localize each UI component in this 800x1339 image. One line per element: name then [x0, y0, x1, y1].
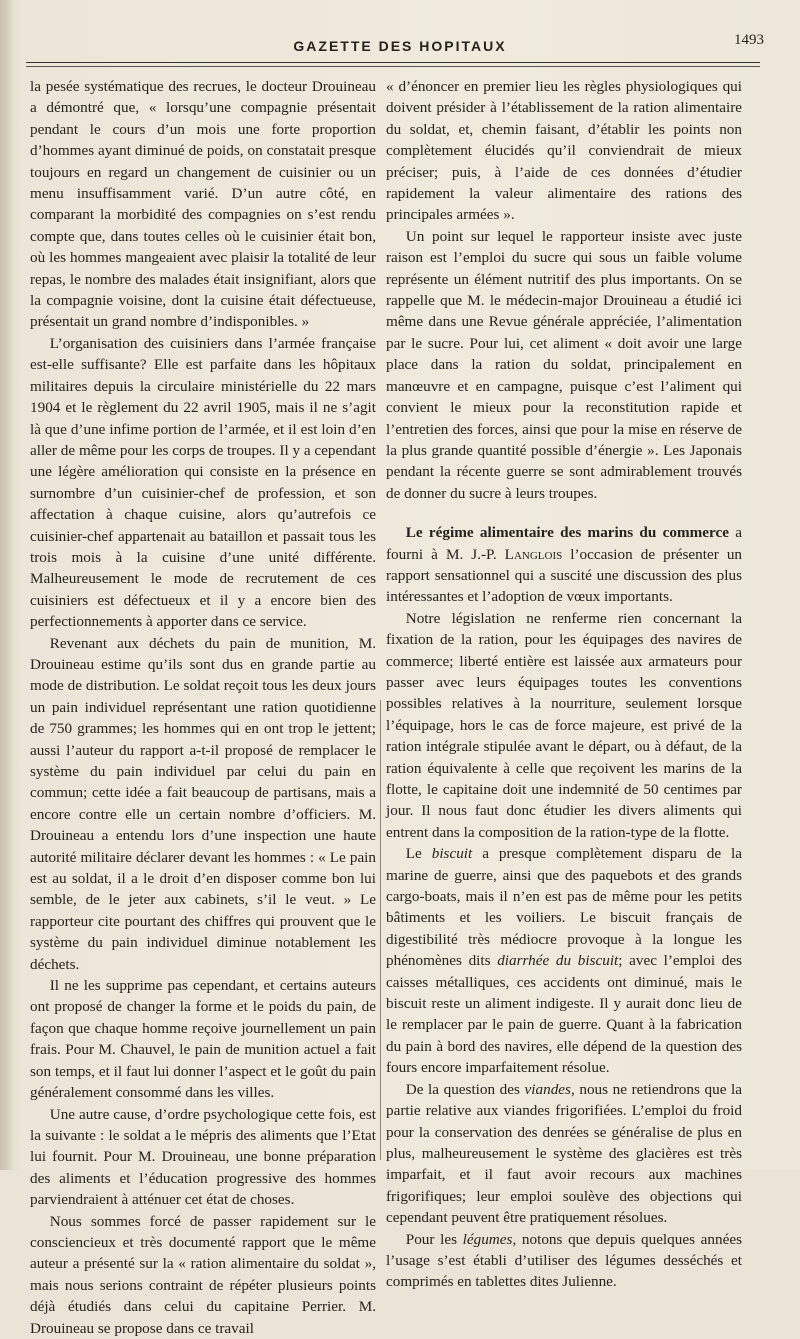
column-divider [380, 700, 381, 1160]
emphasis: diarrhée du biscuit [497, 952, 619, 970]
paragraph-legumes [386, 1229, 742, 1293]
text-run: , notons que depuis quelques années l’usage s’est établi d’utiliser des légumes desséchés et comprimés en tablettes dites Julienne. [386, 1230, 742, 1291]
journal-title: GAZETTE DES HOPITAUX [293, 38, 507, 54]
header-rule-thin [26, 66, 760, 67]
text-run: De la question des [405, 1080, 525, 1098]
emphasis: viandes [524, 1080, 571, 1098]
paragraph-marins-commerce [386, 522, 742, 608]
paragraph-biscuit [386, 843, 742, 1078]
emphasis: biscuit [431, 845, 473, 863]
text-run: a fourni à M. J.-P. [386, 524, 742, 563]
header-rule [26, 62, 760, 63]
emphasis: légumes [462, 1230, 513, 1248]
right-column [386, 76, 742, 1293]
paragraph: Un point sur lequel le rapporteur insiste avec juste raison est l’emploi du sucre qui sous un faible volume représente un élément nutritif des plus importants. On se rappelle que M. le médecin-major Drouineau a étudié ici même dans une Revue générale appréciée, l’alimentation par le sucre. Pour lui, cet aliment « doit avoir une large place dans la ration du soldat, principalement en manœuvre et en campagne, puisque c’est l’aliment qui convient le mieux pour la reconstitution rapide et l’entretien des forces, ainsi que pour la mise en réserve de la plus grande quantité possible d’énergie ». Les Japonais pendant la récente guerre se sont admirablement trouvés de donner du sucre à leurs troupes. [386, 227, 742, 502]
text-run: , nous ne retiendrons que la partie relative aux viandes frigorifiées. L’emploi du froid pour la conservation des denrées se généralise de plus en plus, malheureusement le système des glacières est très imparfait, et il faut avoir recours aux machines frigorifiques; leur emploi soulève des objections qui cependant peuvent être pratiquement résolues. [386, 1080, 742, 1227]
paragraph: Il ne les supprime pas cependant, et certains auteurs ont proposé de changer la forme et le poids du pain, de façon que chaque homme reçoive journellement un pain frais. Pour M. Chauvel, le pain de munition actuel a fait son temps, et il faut lui donner l’aspect et le goût du pain généralement consommé dans les villes. [30, 977, 376, 1102]
text-run: ; avec l’emploi des caisses métalliques, ces accidents ont diminué, mais le biscuit reste un aliment indigeste. Il y aurait donc lieu de le remplacer par le pain de guerre. Quant à la fabrication du pain à bord des navires, elle dépend de la question des fours encore imparfaitement résolue. [386, 952, 743, 1077]
page-header [0, 32, 800, 62]
paragraph: la pesée systématique des recrues, le docteur Drouineau a démontré que, « lorsqu’une compagnie présentait pendant le cours d’un mois une forte proportion d’hommes ayant diminué de poids, on constatait presque toujours en regard un changement de cuisinier ou un menu insuffisamment varié. D’un autre côté, en comparant la morbidité des compagnies on s’est rendu compte que, dans toutes celles où le cuisinier était bon, où les hommes mangeaient avec plaisir la totalité de leur repas, le nombre des malades était insignifiant, alors que la compagnie voisine, dont la cuisine était défectueuse, présentait un grand nombre d’indisponibles. » [30, 78, 376, 331]
paragraph: Revenant aux déchets du pain de munition, M. Drouineau estime qu’ils sont dus en grande partie au mode de distribution. Le soldat reçoit tous les deux jours un pain individuel représentant une ration quotidienne de 750 grammes; les hommes qui en ont trop le jettent; aussi l’auteur du rapport a-t-il proposé de remplacer le système du pain individuel par celui du pain en commun; cette idée a fait beaucoup de partisans, mais a encore contre elle un certain nombre d’officiers. M. Drouineau a entendu lors d’une inspection une haute autorité militaire déclarer devant les hommes : « Le pain est au soldat, il a le droit d’en disposer comme bon lui semble, de le jeter aux cabinets, s’il le veut. » Le rapporteur cite pourtant des chiffres qui prouvent que le système du pain individuel diminue notablement les déchets. [30, 634, 376, 973]
text-run: Le [405, 845, 432, 863]
paragraph-viandes [386, 1079, 742, 1229]
paragraph: L’organisation des cuisiniers dans l’armée française est-elle suffisante? Elle est parfaite dans les hôpitaux militaires depuis la circulaire ministérielle du 22 mars 1904 et le règlement du 22 avril 1905, mais il ne s’agit là que d’une infime portion de l’armée, et il est loin d’en aller de même pour les corps de troupes. Il y a cependant une légère amélioration qui consiste en la présence en surnombre d’un cuisinier-chef de profession, et son affectation à chaque cuisine, alors qu’autrefois ce cuisinier-chef appartenait au bataillon et passait tous les trois mois à la cuisine d’une unité différente. Malheureusement le mode de recrutement de ces cuisiniers est défectueux et il y a encore bien des perfectionnements à apporter dans ce service. [30, 334, 376, 631]
text-run: a presque complètement disparu de la marine de guerre, ainsi que des paquebots et des grands cargo-boats, mais il n’en est pas de même pour les petits bâtiments et les voiliers. Le biscuit français de digestibilité très médiocre provoque à la longue les phénomènes dits [386, 845, 742, 970]
text-run: l’occasion de présenter un rapport sensationnel qui a suscité une discussion des plus intéressantes et l’adoption de vœux importants. [386, 545, 743, 606]
paragraph: Une autre cause, d’ordre psychologique cette fois, est la suivante : le soldat a le mépris des aliments que l’Etat lui fournit. Pour M. Drouineau, une bonne préparation des aliments et l’éducation progressive des hommes parviendraient à atténuer cet état de choses. [30, 1105, 376, 1209]
section-heading: Le régime alimentaire des marins du commerce [405, 524, 729, 542]
text-run: Pour les [405, 1230, 463, 1248]
left-column [30, 76, 376, 1339]
page-number: 1493 [734, 32, 764, 48]
author-name: Langlois [504, 545, 563, 563]
paragraph: « d’énoncer en premier lieu les règles physiologiques qui doivent présider à l’établissement de la ration alimentaire du soldat, et, chemin faisant, d’établir les points non complètement élucidés qu’il conviendrait de mieux préciser; puis, à l’aide de ces données d’étudier rapidement la valeur alimentaire des rations des principales armées ». [386, 78, 742, 224]
paragraph: Nous sommes forcé de passer rapidement sur le consciencieux et très documenté rapport que le même auteur a présenté sur la « ration alimentaire du soldat », mais nous serions contraint de répéter plusieurs points déjà étudiés dans celui du capitaine Perrier. M. Drouineau se propose dans ce travail [30, 1212, 376, 1337]
paragraph: Notre législation ne renferme rien concernant la fixation de la ration, pour les équipages des navires de commerce; liberté entière est laissée aux armateurs pour passer avec leurs équipages toutes les conventions possibles relatives à la nourriture, seulement lorsque l’équipage, hors le cas de force majeure, est privé de la ration intégrale stipulée avant le départ, ou à défaut, de la ration équivalente à celle que reçoivent les marins de la flotte, le capitaine doit une indemnité de 50 centimes par jour. Il nous faut donc étudier les divers aliments qui entrent dans la composition de la ration-type de la flotte. [386, 609, 742, 841]
page-spine-shadow [0, 0, 14, 1170]
